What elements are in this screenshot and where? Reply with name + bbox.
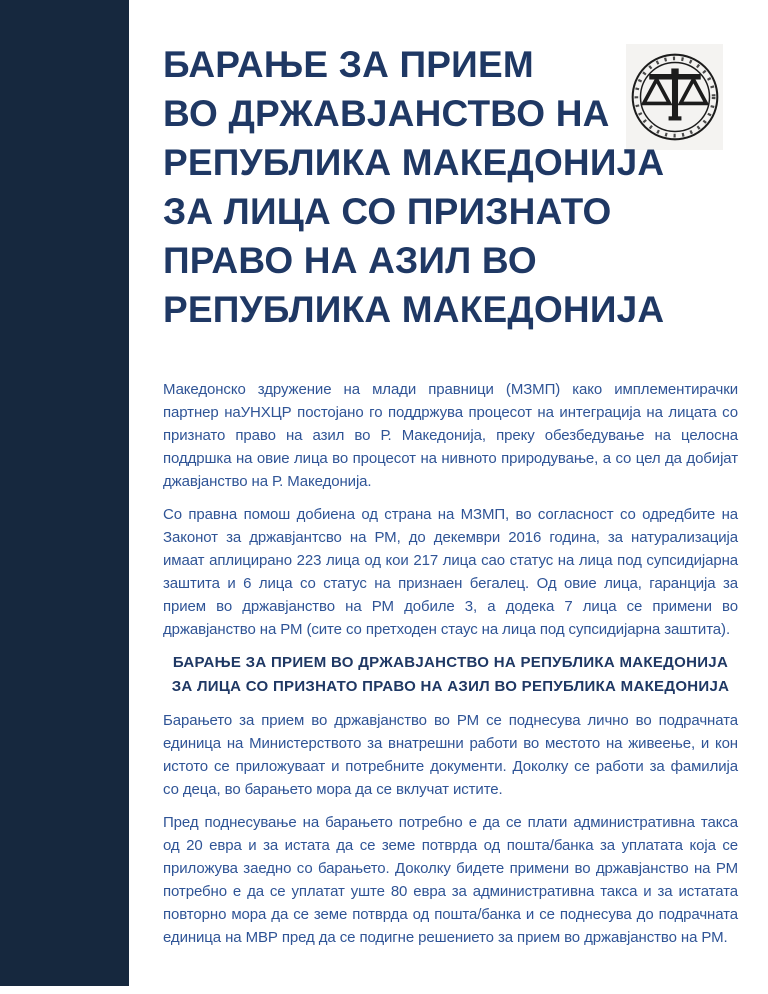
- title-line-1: БАРАЊЕ ЗА ПРИЕМ: [163, 44, 534, 85]
- title-line-6: РЕПУБЛИКА МАКЕДОНИЈА: [163, 289, 665, 330]
- title-line-4: ЗА ЛИЦА СО ПРИЗНАТО: [163, 191, 612, 232]
- document-content: [163, 0, 738, 959]
- intro-paragraph: Македонско здружение на млади правници (МЗМП) како имплементирачки партнер наУНХЦР постојано го поддржува процесот на интеграција на лицата со признато право на азил во Р. Македонија, преку обезбедување на целосна поддршка на овие лица во процесот на нивното природување, а со цел да добијат джавјанство на Р. Македонија.: [163, 381, 738, 490]
- section-heading: БАРАЊЕ ЗА ПРИЕМ ВО ДРЖАВЈАНСТВО НА РЕПУБЛИКА МАКЕДОНИЈА ЗА ЛИЦА СО ПРИЗНАТО ПРАВО НА АЗИЛ ВО РЕПУБЛИКА МАКЕДОНИЈА: [171, 654, 730, 695]
- left-accent-bar: [0, 0, 129, 986]
- procedure-paragraph: Барањето за прием во државјанство во РМ се поднесува лично во подрачната единица на Министерството за внатрешни работи во местото на живеење, и кон истото се приложуваат и потребните документи. Доколку се работи за фамилија со деца, во барањето мора да се вклучат истите.: [163, 712, 738, 798]
- title-line-5: ПРАВО НА АЗИЛ ВО: [163, 240, 537, 281]
- title-line-3: РЕПУБЛИКА МАКЕДОНИЈА: [163, 142, 665, 183]
- title-line-2: ВО ДРЖАВЈАНСТВО НА: [163, 93, 610, 134]
- stats-paragraph: Со правна помош добиена од страна на МЗМП, во согласност со одредбите на Законот за државјантсво на РМ, до декември 2016 година, за натурализација имаат аплицирано 223 лица од кои 217 лица сао статус на лица под супсидијарна заштита и 6 лица со статус на признаен бегалец. Од овие лица, гаранција за прием во државјанство на РМ добиле 3, а додека 7 лица се примени во државјанство на РМ (сите со претходен стаус на лица под супсидијарна заштита).: [163, 506, 738, 638]
- fees-paragraph: Пред поднесување на барањето потребно е да се плати административна такса од 20 евра и за истата да се земе потврда од пошта/банка за уплатата која се приложува заедно со барањето. Доколку бидете примени во државјанство на РМ потребно е да се уплатат уште 80 евра за административна такса и за истатата повторно мора да се земе потврда од пошта/банка и се поднесува до подрачната единица на МВР пред да се подигне решението за прием во државјанство на РМ.: [163, 814, 738, 946]
- document-title: [163, 40, 738, 334]
